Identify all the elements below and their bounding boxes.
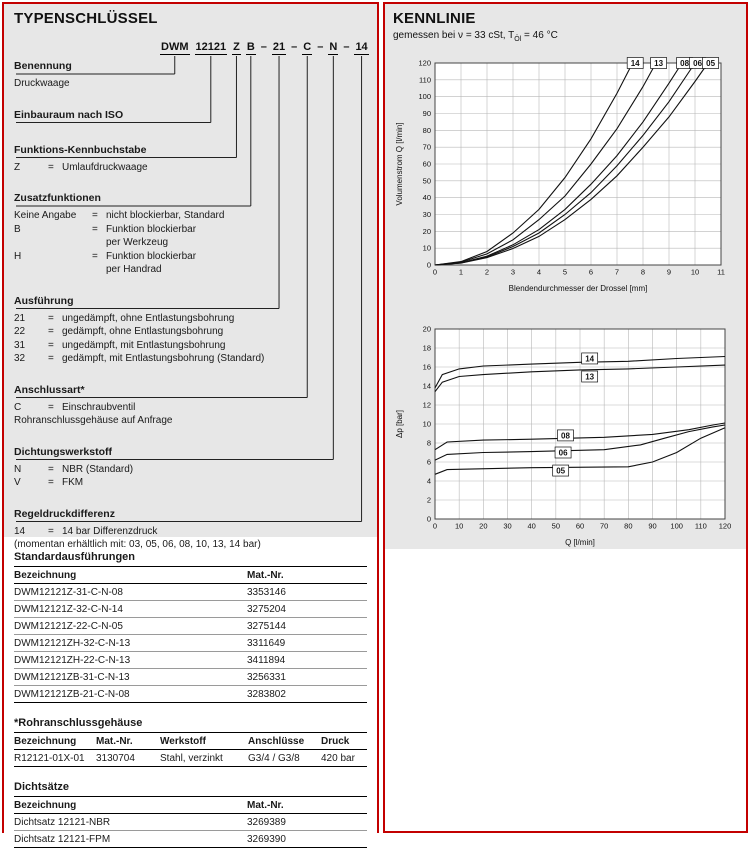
code-part: C bbox=[303, 41, 312, 53]
section-line-value: Funktion blockierbar bbox=[106, 250, 197, 262]
type-key-section bbox=[14, 294, 367, 366]
svg-text:120: 120 bbox=[718, 521, 732, 531]
svg-text:6: 6 bbox=[588, 267, 594, 277]
table-header-row bbox=[14, 797, 367, 814]
section-line bbox=[14, 263, 367, 277]
section-line-equals: = bbox=[92, 210, 98, 221]
data-table bbox=[14, 732, 367, 767]
section-line-value: Rohranschlussgehäuse auf Anfrage bbox=[14, 415, 173, 426]
code-separator: – bbox=[343, 41, 350, 53]
svg-text:80: 80 bbox=[624, 521, 633, 531]
svg-text:100: 100 bbox=[670, 521, 683, 531]
section-line-equals: = bbox=[48, 353, 54, 364]
svg-text:100: 100 bbox=[418, 92, 431, 102]
svg-text:1: 1 bbox=[458, 267, 464, 277]
table-row bbox=[14, 831, 367, 848]
section-heading: Einbauraum nach ISO bbox=[14, 108, 124, 121]
curve-label: 14 bbox=[630, 59, 640, 68]
section-line-equals: = bbox=[48, 525, 54, 537]
svg-text:10: 10 bbox=[690, 267, 700, 277]
table-header-cell: Anschlüsse bbox=[248, 733, 321, 750]
section-line-value: per Handrad bbox=[106, 264, 162, 275]
table-cell: 3311649 bbox=[247, 635, 367, 652]
section-heading: Regeldruckdifferenz bbox=[14, 507, 115, 520]
table-cell: Dichtsatz 12121-NBR bbox=[14, 814, 247, 831]
table-row bbox=[14, 686, 367, 703]
svg-text:20: 20 bbox=[422, 226, 431, 236]
y-axis-title: Δp [bar] bbox=[395, 409, 404, 439]
svg-text:8: 8 bbox=[640, 267, 646, 277]
type-key-section bbox=[14, 191, 367, 277]
section-line-equals: = bbox=[48, 401, 54, 413]
type-code bbox=[160, 37, 367, 55]
section-line-equals: = bbox=[48, 326, 54, 337]
code-separator: – bbox=[317, 41, 324, 53]
svg-text:50: 50 bbox=[422, 176, 431, 186]
table-header-cell: Mat.-Nr. bbox=[247, 797, 367, 814]
svg-text:40: 40 bbox=[527, 521, 536, 531]
table-row bbox=[14, 601, 367, 618]
kennlinie-panel bbox=[383, 2, 748, 833]
section-line bbox=[14, 77, 367, 91]
svg-text:30: 30 bbox=[422, 210, 431, 219]
table-cell: 3411894 bbox=[247, 652, 367, 669]
table-row bbox=[14, 750, 367, 767]
svg-text:60: 60 bbox=[422, 159, 431, 169]
table-cell: 3275144 bbox=[247, 618, 367, 635]
section-heading: Benennung bbox=[14, 60, 72, 72]
section-line-value: per Werkzeug bbox=[106, 237, 169, 248]
section-line-key: Z bbox=[14, 161, 21, 173]
table-cell: R12121-01X-01 bbox=[14, 750, 96, 767]
section-line-key: 14 bbox=[14, 525, 26, 537]
table-row bbox=[14, 584, 367, 601]
section-line-key: 22 bbox=[14, 326, 26, 337]
type-key-sections bbox=[14, 59, 367, 552]
svg-text:60: 60 bbox=[575, 521, 585, 531]
measurement-conditions-suffix: = 46 °C bbox=[521, 30, 558, 41]
section-line bbox=[14, 339, 367, 353]
table-cell: 420 bar bbox=[321, 750, 367, 767]
type-key-section bbox=[14, 59, 367, 91]
measurement-conditions bbox=[393, 30, 738, 43]
code-part: N bbox=[329, 41, 338, 53]
section-line-key: Keine Angabe bbox=[14, 210, 77, 221]
type-key-section bbox=[14, 507, 367, 552]
section-line bbox=[14, 414, 367, 428]
typenschluessel-title: TYPENSCHLÜSSEL bbox=[14, 10, 158, 27]
curve-label: 05 bbox=[706, 59, 716, 68]
section-line-key: V bbox=[14, 477, 21, 488]
section-line bbox=[14, 209, 367, 223]
section-line-value: Umlaufdruckwaage bbox=[62, 161, 148, 173]
table-cell: Dichtsatz 12121-FPM bbox=[14, 831, 247, 848]
code-part: 21 bbox=[272, 41, 286, 53]
section-line-key: 21 bbox=[14, 312, 26, 324]
typenschluessel-panel bbox=[2, 2, 379, 845]
svg-text:80: 80 bbox=[422, 125, 431, 135]
type-key-box bbox=[4, 4, 377, 550]
type-key-section bbox=[14, 108, 367, 126]
section-line-value: Druckwaage bbox=[14, 78, 70, 89]
table-title: Standardausführungen bbox=[14, 551, 136, 563]
svg-text:0: 0 bbox=[432, 521, 438, 531]
svg-text:20: 20 bbox=[479, 521, 488, 531]
section-line-equals: = bbox=[48, 477, 54, 488]
table-title: *Rohranschlussgehäuse bbox=[14, 717, 143, 729]
table-header-cell: Druck bbox=[321, 733, 367, 750]
table-cell: DWM12121Z-31-C-N-08 bbox=[14, 584, 247, 601]
svg-text:120: 120 bbox=[418, 58, 431, 68]
svg-text:2: 2 bbox=[426, 495, 431, 505]
table-cell: 3275204 bbox=[247, 601, 367, 618]
table-header-row bbox=[14, 567, 367, 584]
svg-text:70: 70 bbox=[422, 142, 431, 152]
section-heading: Ausführung bbox=[14, 294, 74, 307]
svg-text:110: 110 bbox=[419, 75, 431, 85]
section-line-equals: = bbox=[48, 312, 54, 324]
table-row bbox=[14, 652, 367, 669]
svg-text:4: 4 bbox=[536, 267, 542, 277]
pressure-vs-flow-chart bbox=[393, 321, 737, 549]
section-line-value: gedämpft, mit Entlastungsbohrung (Standard) bbox=[62, 353, 265, 364]
section-line-key: 31 bbox=[14, 339, 26, 351]
section-line bbox=[14, 325, 367, 339]
table-row bbox=[14, 618, 367, 635]
svg-text:2: 2 bbox=[484, 267, 490, 277]
type-key-section bbox=[14, 445, 367, 490]
table-header-row bbox=[14, 733, 367, 750]
svg-text:7: 7 bbox=[614, 267, 620, 277]
section-line bbox=[14, 161, 367, 175]
code-part: B bbox=[246, 41, 255, 53]
svg-text:4: 4 bbox=[426, 476, 431, 486]
svg-text:0: 0 bbox=[432, 267, 438, 277]
standard-tables bbox=[4, 551, 377, 848]
curve-label: 05 bbox=[556, 466, 566, 476]
type-key-section bbox=[14, 383, 367, 428]
curve-label: 06 bbox=[558, 448, 568, 458]
section-line-value: nicht blockierbar, Standard bbox=[106, 210, 225, 221]
table-row bbox=[14, 814, 367, 831]
section-line-equals: = bbox=[92, 250, 98, 262]
section-line-key: C bbox=[14, 401, 22, 413]
section-line-equals: = bbox=[48, 339, 54, 351]
table-cell: DWM12121ZB-21-C-N-08 bbox=[14, 686, 247, 703]
svg-text:6: 6 bbox=[426, 457, 431, 467]
section-line-equals: = bbox=[48, 463, 54, 475]
table-title: Dichtsätze bbox=[14, 781, 70, 793]
x-axis-title: Blendendurchmesser der Drossel [mm] bbox=[508, 284, 648, 293]
table-cell: 3130704 bbox=[96, 750, 160, 767]
section-line-value: ungedämpft, ohne Entlastungsbohrung bbox=[62, 312, 235, 324]
section-line bbox=[14, 401, 367, 415]
svg-text:10: 10 bbox=[454, 521, 464, 531]
svg-text:14: 14 bbox=[422, 381, 431, 391]
svg-text:16: 16 bbox=[422, 362, 431, 372]
section-line-value: gedämpft, ohne Entlastungsbohrung bbox=[62, 326, 224, 337]
svg-text:110: 110 bbox=[694, 521, 707, 531]
code-part: 12121 bbox=[195, 41, 227, 53]
section-line-key: 32 bbox=[14, 353, 26, 364]
section-line-value: ungedämpft, mit Entlastungsbohrung bbox=[62, 339, 226, 351]
curve-label: 14 bbox=[585, 354, 595, 364]
section-line bbox=[14, 236, 367, 250]
y-axis-title: Volumenstrom Q [l/min] bbox=[395, 122, 404, 206]
table-cell: 3269389 bbox=[247, 814, 367, 831]
section-line-value: Einschraubventil bbox=[62, 401, 136, 413]
section-line-equals: = bbox=[48, 161, 54, 173]
table-cell: DWM12121Z-22-C-N-05 bbox=[14, 618, 247, 635]
table-cell: DWM12121Z-32-C-N-14 bbox=[14, 601, 247, 618]
table-cell: 3256331 bbox=[247, 669, 367, 686]
table-cell: DWM12121ZH-32-C-N-13 bbox=[14, 635, 247, 652]
section-heading: Anschlussart* bbox=[14, 383, 85, 396]
svg-text:90: 90 bbox=[422, 109, 431, 118]
section-line-equals: = bbox=[92, 223, 98, 235]
section-heading: Dichtungswerkstoff bbox=[14, 445, 113, 458]
svg-text:5: 5 bbox=[562, 267, 568, 277]
section-line-key: N bbox=[14, 463, 22, 475]
section-line bbox=[14, 525, 367, 539]
section-line-key: B bbox=[14, 223, 21, 235]
svg-text:70: 70 bbox=[599, 521, 609, 531]
svg-text:11: 11 bbox=[717, 267, 725, 277]
section-line-value: FKM bbox=[62, 477, 84, 488]
flow-vs-orifice-chart bbox=[393, 55, 737, 295]
section-line bbox=[14, 312, 367, 326]
table-cell: 3269390 bbox=[247, 831, 367, 848]
section-line bbox=[14, 352, 367, 366]
svg-text:3: 3 bbox=[510, 267, 516, 277]
section-heading: Zusatzfunktionen bbox=[14, 192, 101, 204]
kennlinie-box bbox=[385, 4, 746, 549]
section-line bbox=[14, 538, 367, 552]
code-part: Z bbox=[233, 41, 240, 53]
svg-text:8: 8 bbox=[426, 438, 431, 448]
svg-text:30: 30 bbox=[503, 521, 512, 531]
table-row bbox=[14, 669, 367, 686]
svg-text:10: 10 bbox=[422, 419, 431, 429]
table-cell: DWM12121ZB-31-C-N-13 bbox=[14, 669, 247, 686]
svg-text:18: 18 bbox=[422, 343, 431, 353]
curve-label: 13 bbox=[585, 372, 595, 382]
data-table bbox=[14, 796, 367, 848]
section-line-key: H bbox=[14, 250, 22, 262]
table-cell: Stahl, verzinkt bbox=[160, 750, 248, 767]
section-line-value: 14 bar Differenzdruck bbox=[62, 525, 158, 537]
svg-text:10: 10 bbox=[422, 243, 431, 253]
section-line bbox=[14, 476, 367, 490]
svg-text:20: 20 bbox=[422, 324, 431, 334]
table-header-cell: Bezeichnung bbox=[14, 797, 247, 814]
table-cell: DWM12121ZH-22-C-N-13 bbox=[14, 652, 247, 669]
section-line-value: (momentan erhältlich mit: 03, 05, 06, 08, 10, 13, 14 bar) bbox=[14, 539, 261, 550]
table-cell: 3283802 bbox=[247, 686, 367, 703]
svg-text:0: 0 bbox=[426, 514, 431, 524]
section-line-value: Funktion blockierbar bbox=[106, 223, 197, 235]
section-heading: Funktions-Kennbuchstabe bbox=[14, 143, 147, 156]
svg-text:50: 50 bbox=[551, 521, 561, 531]
code-separator: – bbox=[291, 41, 298, 53]
measurement-conditions-text: gemessen bei ν = 33 cSt, T bbox=[393, 30, 515, 41]
table-cell: G3/4 / G3/8 bbox=[248, 750, 321, 767]
svg-text:40: 40 bbox=[422, 193, 431, 203]
type-key-section bbox=[14, 143, 367, 175]
table-header-cell: Werkstoff bbox=[160, 733, 248, 750]
curve-label: 08 bbox=[680, 59, 690, 68]
table-header-cell: Bezeichnung bbox=[14, 567, 247, 584]
x-axis-title: Q [l/min] bbox=[565, 538, 595, 547]
table-header-cell: Mat.-Nr. bbox=[96, 733, 160, 750]
curve-label: 13 bbox=[654, 59, 664, 68]
section-line bbox=[14, 223, 367, 237]
svg-text:9: 9 bbox=[666, 267, 672, 277]
section-line-value: NBR (Standard) bbox=[62, 463, 134, 475]
table-cell: 3353146 bbox=[247, 584, 367, 601]
svg-text:0: 0 bbox=[426, 260, 431, 270]
svg-text:12: 12 bbox=[422, 400, 431, 410]
data-table bbox=[14, 566, 367, 703]
table-header-cell: Bezeichnung bbox=[14, 733, 96, 750]
curve-label: 08 bbox=[561, 431, 570, 441]
curve-label: 06 bbox=[693, 59, 703, 68]
table-row bbox=[14, 635, 367, 652]
table-header-cell: Mat.-Nr. bbox=[247, 567, 367, 584]
kennlinie-title: KENNLINIE bbox=[393, 10, 476, 27]
code-part: 14 bbox=[355, 41, 368, 53]
measurement-conditions-subscript: Öl bbox=[514, 36, 522, 43]
section-line bbox=[14, 250, 367, 264]
svg-text:90: 90 bbox=[648, 521, 657, 531]
code-separator: – bbox=[260, 41, 267, 53]
section-line bbox=[14, 463, 367, 477]
code-part: DWM bbox=[161, 41, 189, 53]
